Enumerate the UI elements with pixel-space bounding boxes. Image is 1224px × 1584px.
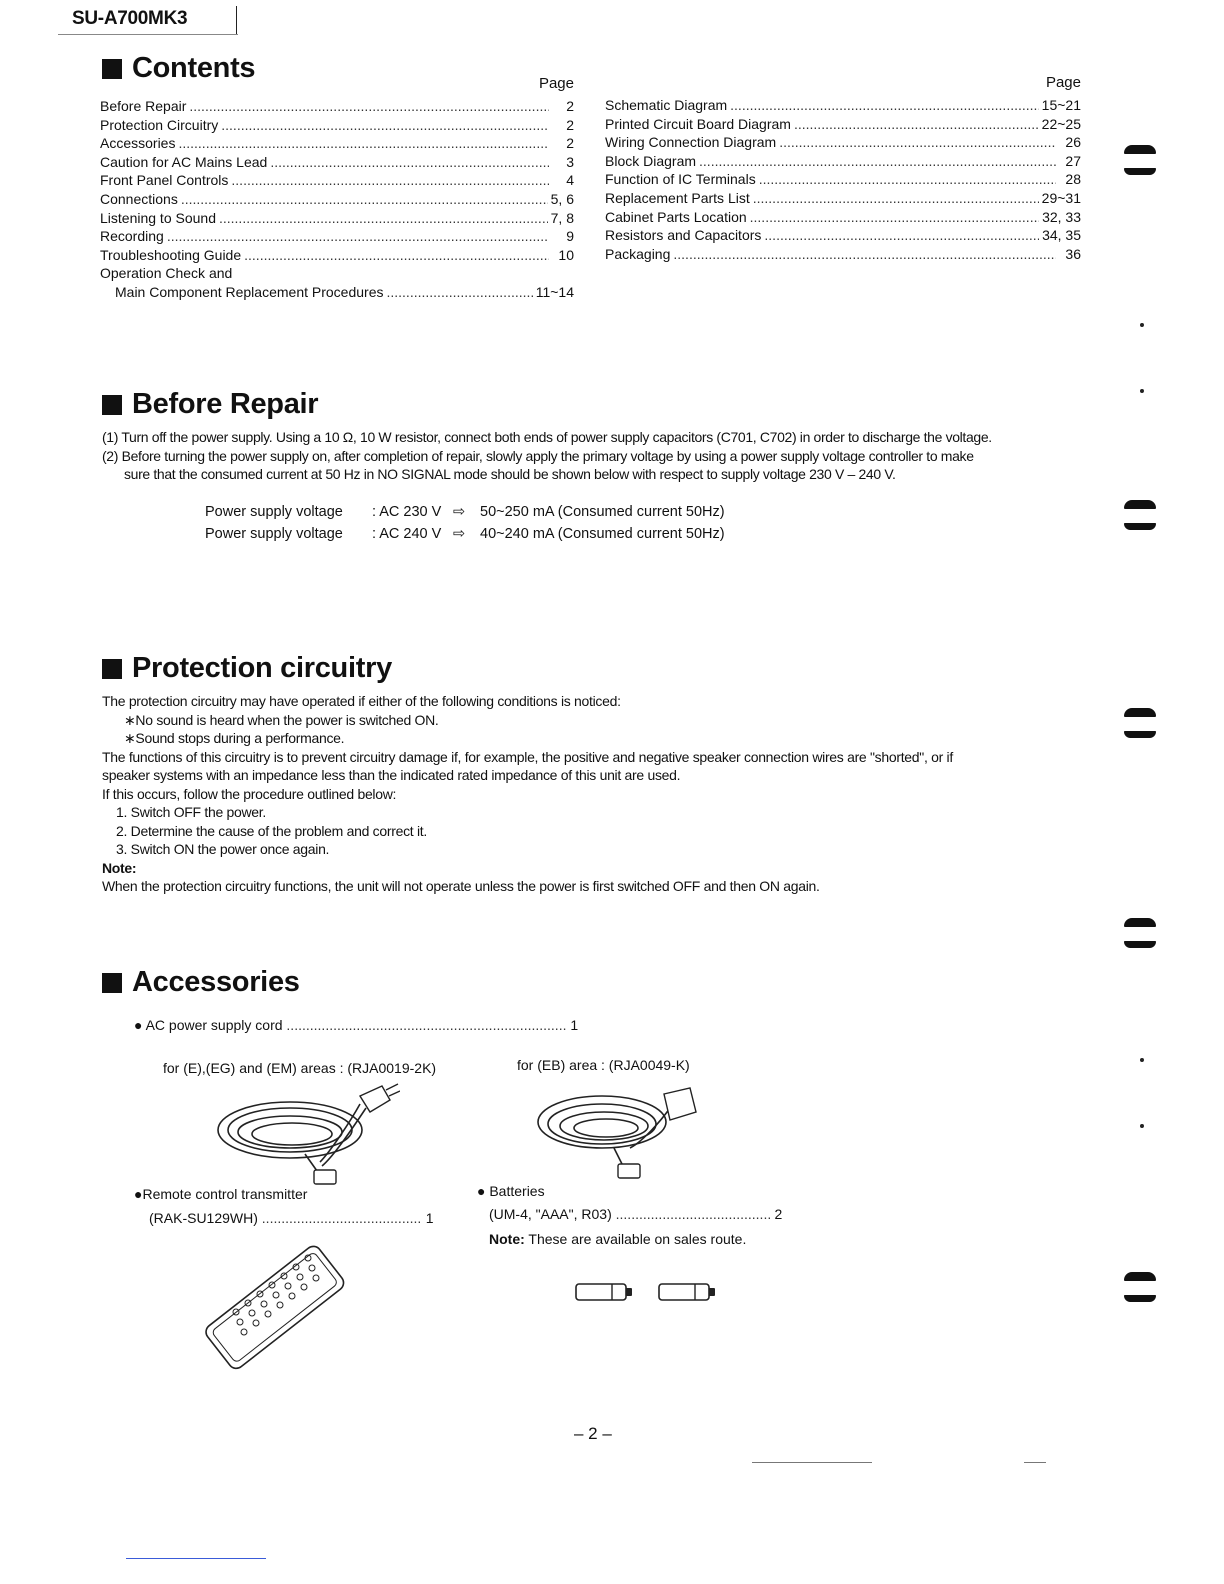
scan-speck [1140,1124,1144,1128]
protection-note-text: When the protection circuitry functions, the unit will not operate unless the power is first switched OFF and then ON again. [102,878,820,894]
before-repair-step-2: (2) Before turning the power supply on, after completion of repair, slowly apply the primary voltage by using a power supply voltage controller to make [102,447,974,464]
leader-dots [167,227,549,246]
before-repair-step-1: (1) Turn off the power supply. Using a 10 Ω, 10 W resistor, connect both ends of power supply capacitors (C701, C702) in order to discharge the voltage. [102,429,992,445]
before-repair-heading [102,388,318,421]
protection-function-2: speaker systems with an impedance less than the indicated rated impedance of this unit are used. [102,767,681,783]
toc-entry-page: 4 [566,172,574,189]
consumed-current: 50~250 mA (Consumed current 50Hz) [480,504,725,520]
toc-entry-label: Troubleshooting Guide [100,246,242,263]
protection-condition-2: ∗Sound stops during a performance. [124,730,345,746]
toc-entry-label: Block Diagram [605,152,697,169]
battery-icon [574,1280,636,1304]
toc-entry [605,189,1081,208]
power-supply-label: Power supply voltage [205,504,343,520]
remote-qty: 1 [425,1210,434,1226]
availability-note-text: These are available on sales route. [528,1231,747,1247]
consumed-current: 40~240 mA (Consumed current 50Hz) [480,526,725,542]
protection-note-label: Note: [102,859,137,876]
battery-icon [657,1280,719,1304]
leader-dots [616,1206,771,1222]
protection-occurs: If this occurs, follow the procedure outlined below: [102,785,397,802]
toc-entry [100,190,574,209]
toc-entry-page: 29~31 [1041,189,1081,206]
toc-entry-page: 7, 8 [550,209,574,226]
remote-label: ●Remote control transmitter [134,1186,308,1202]
toc-entry [605,208,1081,227]
toc-entry [100,134,574,153]
binder-hole-mark [1124,918,1156,948]
toc-entry-label: Front Panel Controls [100,172,229,189]
binder-hole-mark [1124,708,1156,738]
before-repair-title: Before Repair [132,388,319,420]
protection-condition-1: ∗No sound is heard when the power is switched ON. [124,711,439,728]
toc-entry [605,226,1081,245]
toc-entry-page: 15~21 [1041,97,1081,113]
toc-page-label: Page [1045,74,1081,91]
leader-dots [753,189,1039,208]
toc-entry [100,97,574,116]
toc-entry-label: Packaging [605,245,671,262]
toc-entry [100,227,574,246]
toc-entry-page: 10 [558,246,574,263]
toc-entry-label: Main Component Replacement Procedures [115,283,384,300]
leader-dots [189,97,549,116]
toc-entry [605,115,1081,134]
remote-part-number: (RAK-SU129WH) [149,1210,258,1226]
toc-entry-page: 27 [1065,152,1081,169]
availability-note-label: Note: [489,1231,525,1247]
toc-entry-label: Protection Circuitry [100,116,219,133]
leader-dots [262,1210,422,1226]
leader-dots [386,283,532,302]
before-repair-steps [102,428,1102,484]
ac-cord-label: ● AC power supply cord [134,1017,283,1033]
ac-cord-line [134,1017,578,1033]
protection-step-3: 3. Switch ON the power once again. [116,841,330,857]
leader-dots [764,226,1039,245]
remote-part-line [149,1210,433,1226]
protection-heading [102,652,392,685]
section-square-icon [102,973,122,993]
batteries-label: ● Batteries [477,1183,545,1199]
toc-entry-label: Resistors and Capacitors [605,227,762,244]
binder-hole-mark [1124,500,1156,530]
toc-entry-page: 5, 6 [550,190,574,207]
leader-dots [759,170,1056,189]
toc-entry-page: 32, 33 [1042,208,1081,225]
section-square-icon [102,659,122,679]
protection-step-2: 2. Determine the cause of the problem and correct it. [116,822,427,839]
toc-entry [100,171,574,190]
protection-title: Protection circuitry [132,652,392,684]
binder-hole-mark [1124,1272,1156,1302]
leader-dots [221,116,549,135]
toc-entry-label: Connections [100,190,178,207]
header-rule [58,34,238,35]
toc-entry-label: Accessories [100,135,176,152]
leader-dots [699,152,1056,171]
toc-entry [605,170,1081,189]
toc-entry-label: Cabinet Parts Location [605,208,747,225]
page-number: – 2 – [574,1424,612,1443]
toc-entry-page: 34, 35 [1042,227,1081,244]
toc-entry-page: 2 [566,116,574,133]
protection-step-1: 1. Switch OFF the power. [116,804,266,820]
toc-entry-page: 36 [1065,245,1081,262]
toc-entry [100,246,574,265]
toc-entry [100,116,574,135]
protection-function-1: The functions of this circuitry is to prevent circuitry damage if, for example, the positive and negative speaker connection wires are "shorted", or if [102,748,953,765]
toc-entry-label: Listening to Sound [100,209,216,226]
scan-speck [1140,389,1144,393]
protection-intro: The protection circuitry may have operated if either of the following conditions is noticed: [102,693,621,709]
toc-entry-page: 26 [1065,134,1081,151]
section-square-icon [102,395,122,415]
accessories-title: Accessories [132,966,300,998]
power-supply-voltage: : AC 240 V [372,526,442,542]
toc-entry-label: Schematic Diagram [605,97,728,113]
toc-entry [605,245,1081,264]
scan-speck [1140,1058,1144,1062]
toc-entry-label: Operation Check and [100,265,233,282]
leader-dots [181,190,548,209]
toc-left-list [100,97,574,302]
before-repair-step-2-cont: sure that the consumed current at 50 Hz in NO SIGNAL mode should be shown below with respect to supply voltage 230 V – 240 V. [124,466,896,482]
toc-entry-page: 2 [566,98,574,114]
toc-entry [100,209,574,228]
leader-dots [219,209,548,228]
leader-dots [231,171,549,190]
toc-right-column [605,74,1081,263]
ac-cord-euro-plug-illustration [210,1082,400,1186]
toc-entry-page: 28 [1065,171,1081,188]
cord-eb-area: for (EB) area : (RJA0049-K) [517,1057,690,1073]
leader-dots [794,115,1039,134]
contents-title: Contents [132,52,256,84]
toc-page-label: Page [538,75,574,92]
leader-dots [779,133,1056,152]
toc-entry-page: 2 [566,135,574,152]
ac-cord-qty: 1 [570,1017,579,1033]
scan-speck [1140,323,1144,327]
leader-dots [270,153,549,172]
availability-note [489,1231,746,1247]
toc-entry-label: Caution for AC Mains Lead [100,153,268,170]
toc-entry-page: 9 [566,228,574,245]
header-tick [236,6,237,34]
batteries-part-line [489,1206,782,1222]
toc-entry [100,153,574,172]
footer-rule [1024,1462,1046,1463]
ac-cord-uk-plug-illustration [530,1082,700,1182]
power-supply-voltage: : AC 230 V [372,504,442,520]
protection-body [102,692,1102,896]
toc-entry-label: Before Repair [100,98,187,114]
leader-dots [750,208,1039,227]
batteries-qty: 2 [774,1206,783,1222]
model-number: SU-A700MK3 [72,8,188,29]
arrow-icon: ⇨ [453,526,466,542]
leader-dots [286,1017,566,1033]
toc-entry [100,283,574,302]
toc-entry [605,96,1081,115]
toc-entry-label: Printed Circuit Board Diagram [605,115,791,132]
leader-dots [730,96,1039,115]
remote-control-illustration [196,1240,352,1376]
leader-dots [673,245,1056,264]
toc-entry-page: 22~25 [1041,115,1081,132]
toc-entry-page: 11~14 [535,283,574,300]
toc-left-column [100,75,574,302]
binder-hole-mark [1124,145,1156,175]
accessories-heading [102,966,300,999]
leader-dots [178,134,549,153]
footer-rule [752,1462,872,1463]
batteries-part-number: (UM-4, "AAA", R03) [489,1206,612,1222]
toc-entry-label: Function of IC Terminals [605,171,756,188]
scan-edge-line [126,1558,266,1559]
leader-dots [244,246,549,265]
power-supply-label: Power supply voltage [205,526,343,542]
toc-entry-label: Recording [100,228,164,245]
arrow-icon: ⇨ [453,504,466,520]
toc-entry [605,133,1081,152]
toc-entry [100,264,574,283]
toc-right-list [605,96,1081,263]
toc-entry [605,152,1081,171]
toc-entry-page: 3 [566,153,574,170]
toc-entry-label: Replacement Parts List [605,189,750,206]
toc-entry-label: Wiring Connection Diagram [605,134,777,151]
cord-e-areas: for (E),(EG) and (EM) areas : (RJA0019-2K) [163,1060,437,1076]
